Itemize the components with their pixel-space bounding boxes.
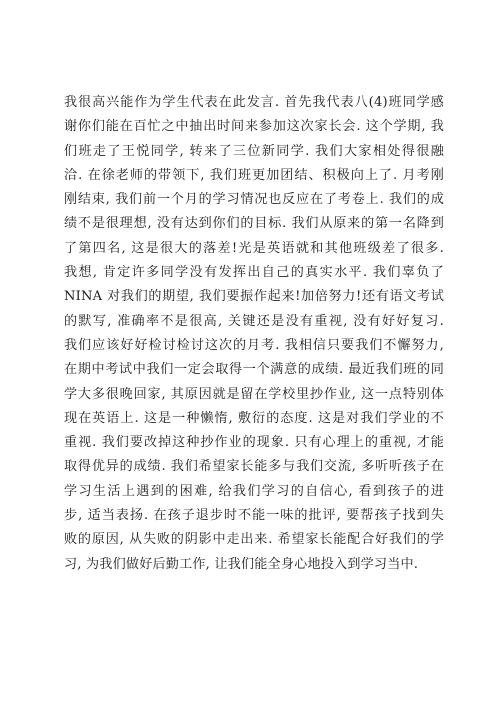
paragraph-line: 洽. 在徐老师的带领下, 我们班更加团结、积极向上了. 月考刚 [64,167,444,183]
speech-paragraph [64,91,444,577]
paragraph-line: 学习生活上遇到的困难, 给我们学习的自信心, 看到孩子的进 [64,483,444,499]
paragraph-line: 我想, 肯定许多同学没有发挥出自己的真实水平. 我们辜负了 [64,265,444,281]
paragraph-line: 现在英语上. 这是一种懒惰, 敷衍的态度. 这是对我们学业的不 [64,410,444,426]
paragraph-line: 习, 为我们做好后勤工作, 让我们能全身心地投入到学习当中. [64,556,419,572]
paragraph-line: 学大多很晚回家, 其原因就是留在学校里抄作业, 这一点特别体 [64,386,444,402]
paragraph-line: 在期中考试中我们一定会取得一个满意的成绩. 最近我们班的同 [64,362,444,378]
paragraph-line: 谢你们能在百忙之中抽出时间来参加这次家长会. 这个学期, 我 [64,119,444,135]
paragraph-line: 的默写, 准确率不是很高, 关键还是没有重视, 没有好好复习. [64,313,444,329]
paragraph-line: 刚结束, 我们前一个月的学习情况也反应在了考卷上. 我们的成 [64,192,444,208]
paragraph-line: 我们应该好好检讨检讨这次的月考. 我相信只要我们不懈努力, [64,337,444,353]
paragraph-line: 重视. 我们要改掉这种抄作业的现象. 只有心理上的重视, 才能 [64,435,444,451]
paragraph-line: 了第四名, 这是很大的落差!光是英语就和其他班级差了很多. [64,240,444,256]
paragraph-line: 败的原因, 从失败的阴影中走出来. 希望家长能配合好我们的学 [64,532,444,548]
paragraph-line: 们班走了王悦同学, 转来了三位新同学. 我们大家相处得很融 [64,143,444,159]
paragraph-line: 取得优异的成绩. 我们希望家长能多与我们交流, 多听听孩子在 [64,459,444,475]
paragraph-line: NINA 对我们的期望, 我们要振作起来!加倍努力!还有语文考试 [64,289,444,305]
paragraph-line: 我很高兴能作为学生代表在此发言. 首先我代表八(4)班同学感 [64,95,444,110]
paragraph-line: 绩不是很理想, 没有达到你们的目标. 我们从原来的第一名降到 [64,216,444,232]
paragraph-line: 步, 适当表扬. 在孩子退步时不能一味的批评, 要帮孩子找到失 [64,508,444,524]
